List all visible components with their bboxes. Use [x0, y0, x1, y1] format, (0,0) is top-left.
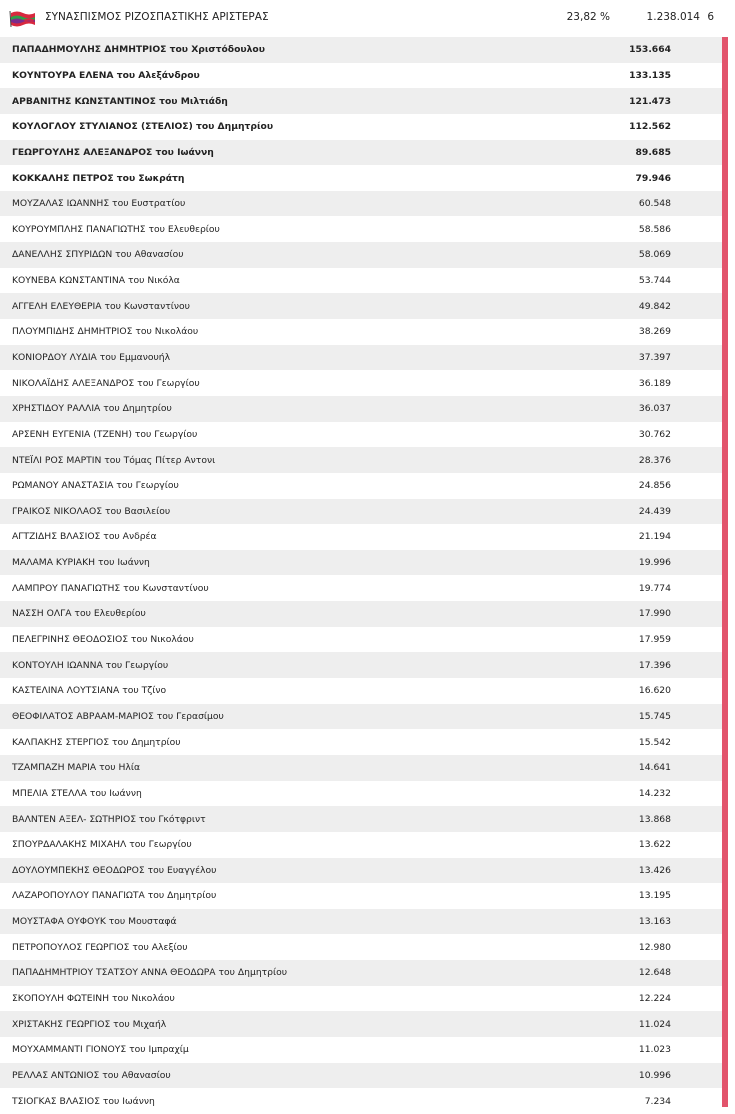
- candidate-name: ΛΑΖΑΡΟΠΟΥΛΟΥ ΠΑΝΑΓΙΩΤΑ του Δημητρίου: [12, 890, 217, 902]
- table-row: [0, 422, 722, 448]
- candidate-name: ΚΟΚΚΑΛΗΣ ΠΕΤΡΟΣ του Σωκράτη: [12, 172, 185, 184]
- party-header: [0, 0, 735, 37]
- table-row: [0, 755, 722, 781]
- table-row: [0, 960, 722, 986]
- table-row: [0, 499, 722, 525]
- table-row: [0, 37, 722, 63]
- table-row: [0, 319, 722, 345]
- candidate-votes: 37.397: [638, 352, 671, 363]
- party-seats: 6: [707, 11, 714, 23]
- party-name: ΣΥΝΑΣΠΙΣΜΟΣ ΡΙΖΟΣΠΑΣΤΙΚΗΣ ΑΡΙΣΤΕΡΑΣ: [45, 11, 269, 23]
- candidate-name: ΝΙΚΟΛΑΪΔΗΣ ΑΛΕΞΑΝΔΡΟΣ του Γεωργίου: [12, 377, 200, 389]
- candidate-name: ΡΩΜΑΝΟΥ ΑΝΑΣΤΑΣΙΑ του Γεωργίου: [12, 480, 179, 492]
- table-row: [0, 140, 722, 166]
- candidate-name: ΜΠΕΛΙΑ ΣΤΕΛΛΑ του Ιωάννη: [12, 787, 142, 799]
- table-row: [0, 678, 722, 704]
- table-row: [0, 370, 722, 396]
- table-row: [0, 1088, 722, 1114]
- candidate-votes: 11.023: [638, 1044, 671, 1056]
- candidate-votes: 10.996: [638, 1069, 671, 1081]
- candidate-votes: 36.189: [638, 377, 671, 389]
- candidate-name: ΧΡΗΣΤΙΔΟΥ ΡΑΛΛΙΑ του Δημητρίου: [12, 403, 172, 415]
- table-row: [0, 832, 722, 858]
- table-row: [0, 575, 722, 601]
- candidate-name: ΡΕΛΛΑΣ ΑΝΤΩΝΙΟΣ του Αθανασίου: [12, 1069, 171, 1081]
- candidate-votes: 17.959: [638, 634, 671, 646]
- table-row: [0, 242, 722, 268]
- candidate-name: ΧΡΙΣΤΑΚΗΣ ΓΕΩΡΓΙΟΣ του Μιχαήλ: [12, 1018, 167, 1030]
- candidate-name: ΚΟΥΝΤΟΥΡΑ ΕΛΕΝΑ του Αλεξάνδρου: [12, 69, 200, 81]
- candidate-votes: 15.542: [638, 736, 671, 748]
- table-row: [0, 88, 722, 114]
- candidate-votes: 13.426: [638, 864, 671, 876]
- table-row: [0, 858, 722, 884]
- candidate-name: ΝΤΕΪΛΙ ΡΟΣ ΜΑΡΤΙΝ του Τόμας Πίτερ Αντονι: [12, 454, 216, 466]
- candidate-votes: 12.224: [638, 993, 671, 1005]
- table-row: [0, 396, 722, 422]
- table-row: [0, 986, 722, 1012]
- table-row: [0, 909, 722, 935]
- candidate-name: ΠΕΤΡΟΠΟΥΛΟΣ ΓΕΩΡΓΙΟΣ του Αλεξίου: [12, 941, 188, 953]
- candidate-votes: 49.842: [638, 300, 671, 312]
- candidate-name: ΑΓΤΖΙΔΗΣ ΒΛΑΣΙΟΣ του Ανδρέα: [12, 531, 157, 543]
- candidate-name: ΚΟΥΛΟΓΛΟΥ ΣΤΥΛΙΑΝΟΣ (ΣΤΕΛΙΟΣ) του Δημητρίου: [12, 121, 274, 133]
- candidate-votes: 13.622: [638, 839, 671, 851]
- candidate-votes: 53.744: [638, 275, 671, 287]
- candidate-name: ΚΑΛΠΑΚΗΣ ΣΤΕΡΓΙΟΣ του Δημητρίου: [12, 736, 181, 748]
- candidate-votes: 133.135: [629, 69, 671, 81]
- candidate-name: ΜΟΥΖΑΛΑΣ ΙΩΑΝΝΗΣ του Ευστρατίου: [12, 198, 186, 210]
- table-row: [0, 191, 722, 217]
- candidate-votes: 14.641: [638, 762, 671, 774]
- candidate-name: ΚΟΥΡΟΥΜΠΛΗΣ ΠΑΝΑΓΙΩΤΗΣ του Ελευθερίου: [12, 223, 220, 235]
- table-row: [0, 114, 722, 140]
- candidate-name: ΜΟΥΣΤΑΦΑ ΟΥΦΟΥΚ του Μουσταφά: [12, 916, 177, 928]
- candidate-name: ΠΑΠΑΔΗΜΗΤΡΙΟΥ ΤΣΑΤΣΟΥ ΑΝΝΑ ΘΕΟΔΩΡΑ του Δημητρίου: [12, 967, 288, 979]
- candidate-votes: 16.620: [638, 685, 671, 697]
- candidate-votes: 7.234: [644, 1095, 671, 1107]
- candidate-name: ΜΟΥΧΑΜΜΑΝΤΙ ΓΙΟΝΟΥΣ του Ιμπραχίμ: [12, 1044, 189, 1056]
- table-row: [0, 473, 722, 499]
- candidate-name: ΚΟΥΝΕΒΑ ΚΩΝΣΤΑΝΤΙΝΑ του Νικόλα: [12, 275, 180, 287]
- candidate-name: ΑΡΒΑΝΙΤΗΣ ΚΩΝΣΤΑΝΤΙΝΟΣ του Μιλτιάδη: [12, 95, 228, 107]
- candidate-name: ΤΖΑΜΠΑΖΗ ΜΑΡΙΑ του Ηλία: [12, 762, 141, 774]
- candidate-name: ΓΡΑΙΚΟΣ ΝΙΚΟΛΑΟΣ του Βασιλείου: [12, 505, 171, 517]
- candidate-name: ΝΑΣΣΗ ΟΛΓΑ του Ελευθερίου: [12, 608, 146, 620]
- table-row: [0, 1063, 722, 1089]
- candidate-name: ΚΟΝΤΟΥΛΗ ΙΩΑΝΝΑ του Γεωργίου: [12, 659, 169, 671]
- candidate-votes: 60.548: [638, 198, 671, 210]
- candidate-name: ΑΡΣΕΝΗ ΕΥΓΕΝΙΑ (ΤΖΕΝΗ) του Γεωργίου: [12, 428, 198, 440]
- candidate-votes: 17.396: [638, 659, 671, 671]
- candidate-votes: 153.664: [629, 44, 671, 56]
- candidate-votes: 21.194: [638, 531, 671, 543]
- table-row: [0, 63, 722, 89]
- candidate-votes: 58.586: [638, 223, 671, 235]
- candidate-name: ΤΣΙΟΓΚΑΣ ΒΛΑΣΙΟΣ του Ιωάννη: [12, 1095, 155, 1107]
- candidate-name: ΠΑΠΑΔΗΜΟΥΛΗΣ ΔΗΜΗΤΡΙΟΣ του Χριστόδουλου: [12, 44, 265, 56]
- table-row: [0, 601, 722, 627]
- candidate-list: [0, 37, 722, 1114]
- table-row: [0, 729, 722, 755]
- party-percent: 23,82 %: [566, 11, 610, 23]
- candidate-votes: 12.648: [638, 967, 671, 979]
- candidate-name: ΚΟΝΙΟΡΔΟΥ ΛΥΔΙΑ του Εμμανουήλ: [12, 352, 171, 363]
- candidate-votes: 19.774: [638, 582, 671, 594]
- candidate-name: ΘΕΟΦΙΛΑΤΟΣ ΑΒΡΑΑΜ-ΜΑΡΙΟΣ του Γερασίμου: [12, 710, 224, 722]
- candidate-name: ΔΟΥΛΟΥΜΠΕΚΗΣ ΘΕΟΔΩΡΟΣ του Ευαγγέλου: [12, 864, 217, 876]
- candidate-name: ΛΑΜΠΡΟΥ ΠΑΝΑΓΙΩΤΗΣ του Κωνσταντίνου: [12, 582, 209, 594]
- candidate-votes: 36.037: [638, 403, 671, 415]
- candidate-votes: 11.024: [638, 1018, 671, 1030]
- candidate-name: ΣΚΟΠΟΥΛΗ ΦΩΤΕΙΝΗ του Νικολάου: [12, 993, 175, 1005]
- candidate-votes: 28.376: [638, 454, 671, 466]
- table-row: [0, 524, 722, 550]
- table-row: [0, 345, 722, 371]
- candidate-votes: 19.996: [638, 557, 671, 569]
- candidate-votes: 13.195: [638, 890, 671, 902]
- candidate-votes: 13.868: [638, 813, 671, 825]
- candidate-votes: 24.856: [638, 480, 671, 492]
- table-row: [0, 293, 722, 319]
- candidate-name: ΠΕΛΕΓΡΙΝΗΣ ΘΕΟΔΟΣΙΟΣ του Νικολάου: [12, 634, 194, 646]
- candidate-name: ΚΑΣΤΕΛΙΝΑ ΛΟΥΤΣΙΑΝΑ του Τζίνο: [12, 685, 167, 697]
- candidate-votes: 112.562: [629, 121, 671, 133]
- table-row: [0, 268, 722, 294]
- candidate-name: ΜΑΛΑΜΑ ΚΥΡΙΑΚΗ του Ιωάννη: [12, 557, 150, 569]
- table-row: [0, 1037, 722, 1063]
- table-row: [0, 447, 722, 473]
- candidate-votes: 121.473: [629, 95, 671, 107]
- candidate-name: ΒΑΛΝΤΕΝ ΑΞΕΛ- ΣΩΤΗΡΙΟΣ του Γκότφριντ: [12, 813, 206, 825]
- syriza-flag-logo-icon: [8, 5, 38, 31]
- accent-side-bar: [722, 37, 728, 1107]
- table-row: [0, 216, 722, 242]
- table-row: [0, 550, 722, 576]
- candidate-votes: 79.946: [635, 172, 671, 184]
- candidate-votes: 12.980: [638, 941, 671, 953]
- party-votes: 1.238.014: [646, 11, 700, 23]
- candidate-votes: 38.269: [638, 326, 671, 338]
- candidate-votes: 58.069: [638, 249, 671, 261]
- candidate-votes: 15.745: [638, 710, 671, 722]
- candidate-votes: 14.232: [638, 787, 671, 799]
- candidate-name: ΓΕΩΡΓΟΥΛΗΣ ΑΛΕΞΑΝΔΡΟΣ του Ιωάννη: [12, 146, 214, 158]
- candidate-name: ΑΓΓΕΛΗ ΕΛΕΥΘΕΡΙΑ του Κωνσταντίνου: [12, 300, 190, 312]
- candidate-name: ΠΛΟΥΜΠΙΔΗΣ ΔΗΜΗΤΡΙΟΣ του Νικολάου: [12, 326, 199, 338]
- candidate-votes: 30.762: [638, 428, 671, 440]
- table-row: [0, 1011, 722, 1037]
- table-row: [0, 806, 722, 832]
- candidate-votes: 13.163: [638, 916, 671, 928]
- table-row: [0, 934, 722, 960]
- table-row: [0, 781, 722, 807]
- candidate-votes: 17.990: [638, 608, 671, 620]
- table-row: [0, 704, 722, 730]
- candidate-name: ΣΠΟΥΡΔΑΛΑΚΗΣ ΜΙΧΑΗΛ του Γεωργίου: [12, 839, 192, 851]
- table-row: [0, 165, 722, 191]
- candidate-name: ΔΑΝΕΛΛΗΣ ΣΠΥΡΙΔΩΝ του Αθανασίου: [12, 249, 184, 261]
- table-row: [0, 627, 722, 653]
- candidate-votes: 24.439: [638, 505, 671, 517]
- candidate-votes: 89.685: [635, 146, 671, 158]
- table-row: [0, 652, 722, 678]
- table-row: [0, 883, 722, 909]
